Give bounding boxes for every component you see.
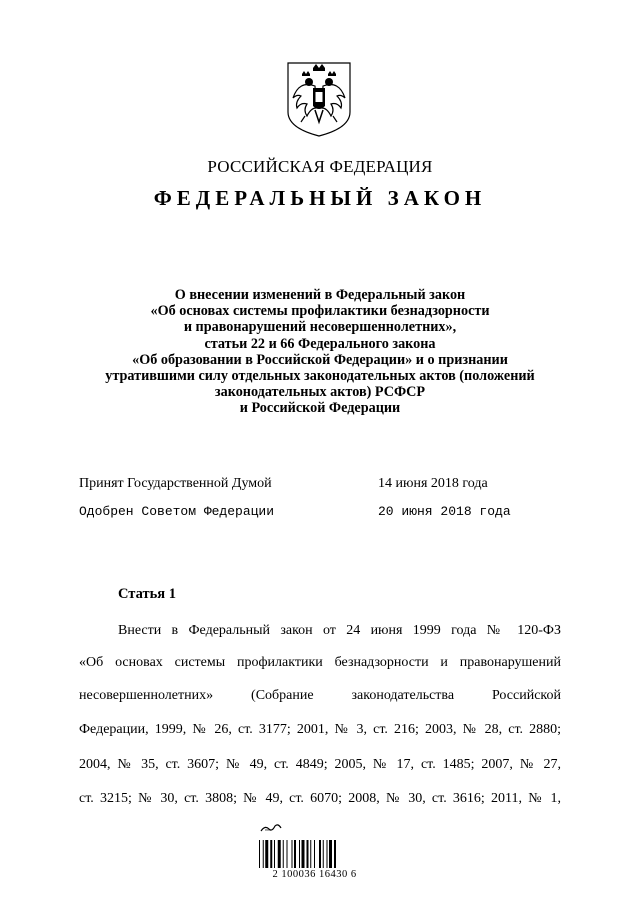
country-name: РОССИЙСКАЯ ФЕДЕРАЦИЯ — [207, 157, 433, 176]
article-heading: Статья 1 — [118, 586, 176, 602]
law-title — [60, 287, 580, 417]
title-line: статьи 22 и 66 Федерального закона — [204, 335, 436, 352]
title-line: утратившими силу отдельных законодательных актов (положений — [105, 368, 535, 385]
title-line: и Российской Федерации — [239, 400, 401, 417]
council-approval-date: 20 июня 2018 года — [378, 504, 511, 519]
council-approval-label: Одобрен Советом Федерации — [79, 504, 275, 519]
duma-adoption-label: Принят Государственной Думой — [79, 476, 272, 491]
article-text-line: «Об основах системы профилактики безнадзорности и правонарушений — [79, 655, 561, 670]
duma-adoption-date: 14 июня 2018 года — [378, 476, 488, 491]
article-text-line: Федерации, 1999, № 26, ст. 3177; 2001, № 3, ст. 216; 2003, № 28, ст. 2880; — [79, 722, 561, 737]
article-text-line: ст. 3215; № 30, ст. 3808; № 49, ст. 6070; 2008, № 30, ст. 3616; 2011, № 1, — [79, 791, 561, 806]
article-text-line: 2004, № 35, ст. 3607; № 49, ст. 4849; 2005, № 17, ст. 1485; 2007, № 27, — [79, 757, 561, 772]
document-type: ФЕДЕРАЛЬНЫЙ ЗАКОН — [153, 186, 487, 210]
title-line: и правонарушений несовершеннолетних», — [183, 319, 457, 336]
article-text-line: Внести в Федеральный закон от 24 июня 1999 года № 120-ФЗ — [118, 623, 561, 638]
title-line: О внесении изменений в Федеральный закон — [174, 287, 466, 303]
article-text-line: несовершеннолетних» (Собрание законодательства Российской — [79, 688, 561, 703]
title-line: «Об образовании в Российской Федерации» и о признании — [132, 351, 508, 368]
title-line: законодательных актов) РСФСР — [214, 384, 426, 401]
title-line: «Об основах системы профилактики безнадзорности — [150, 303, 490, 320]
coat-of-arms-icon — [285, 60, 353, 138]
barcode-number: 2 100036 16430 6 — [272, 869, 357, 880]
svg-text:***: *** — [265, 829, 271, 834]
